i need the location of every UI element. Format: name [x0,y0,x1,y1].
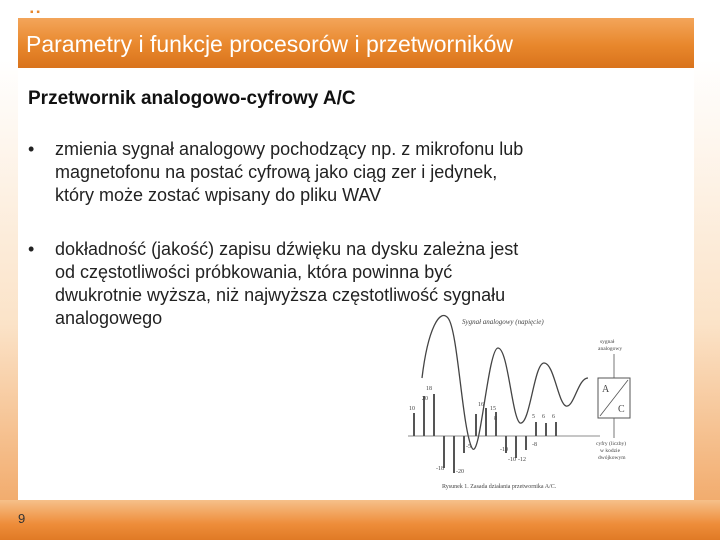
sample-value: 6 [542,414,545,420]
output-label: cyfry (liczby) [596,441,627,447]
right-decor-strip [694,60,720,540]
page-number: 9 [18,511,26,526]
sample-value: 18 [426,386,432,392]
ad-converter-diagram [400,308,700,498]
title-bar [18,18,694,68]
sample-value: -20 [456,469,464,475]
bullet-dot: • [28,239,35,259]
bullet-text: zmienia sygnał analogowy pochodzący np. z mikrofonu lub magnetofonu na postać cyfrową jako ciąg zer i jedynek, który może zostać wpisany do pliku WAV [55,139,524,205]
signal-label: Sygnał analogowy (napięcie) [462,318,544,326]
sample-value: 20 [422,396,428,402]
slide-title: Parametry i funkcje procesorów i przetworników [26,31,514,57]
sample-value: 5 [532,414,535,420]
sample-value: 15 [490,406,496,412]
output-label: w kodzie [600,448,621,454]
sample-value: -10 [500,447,508,453]
sample-value: -8 [532,442,537,448]
bottom-decor-bar [0,500,720,540]
figure-caption: Rysunek 1. Zasada działania przetwornika A/C. [442,484,557,490]
converter-c: C [618,404,625,415]
input-label: analogowy [598,346,623,352]
bullet-text: dokładność (jakość) zapisu dźwięku na dysku zależna jest od częstotliwości próbkowania, która powinna być dwukrotnie wyższa, niż najwyższa częstotliwość sygnału analogowego [55,239,519,328]
input-label: sygnał [600,339,615,345]
left-decor-strip [0,60,18,540]
slide-subtitle: Przetwornik analogowo-cyfrowy A/C [28,88,356,109]
sample-value: -10 [508,457,516,463]
sample-value: 6 [552,414,555,420]
output-label: dwójkowym [598,455,626,461]
sample-value: 8 [494,416,497,422]
sample-bars [414,394,556,473]
bullet-dot: • [28,139,35,159]
analog-signal-wave [422,316,588,450]
sample-value: 16 [478,402,484,408]
sample-value: 10 [409,406,415,412]
title-tick-mark: ▪ ▪ [30,7,40,18]
sample-value: -18 [436,466,444,472]
sample-value: -5 [466,444,471,450]
sample-value: -12 [518,457,526,463]
converter-a: A [602,384,610,395]
